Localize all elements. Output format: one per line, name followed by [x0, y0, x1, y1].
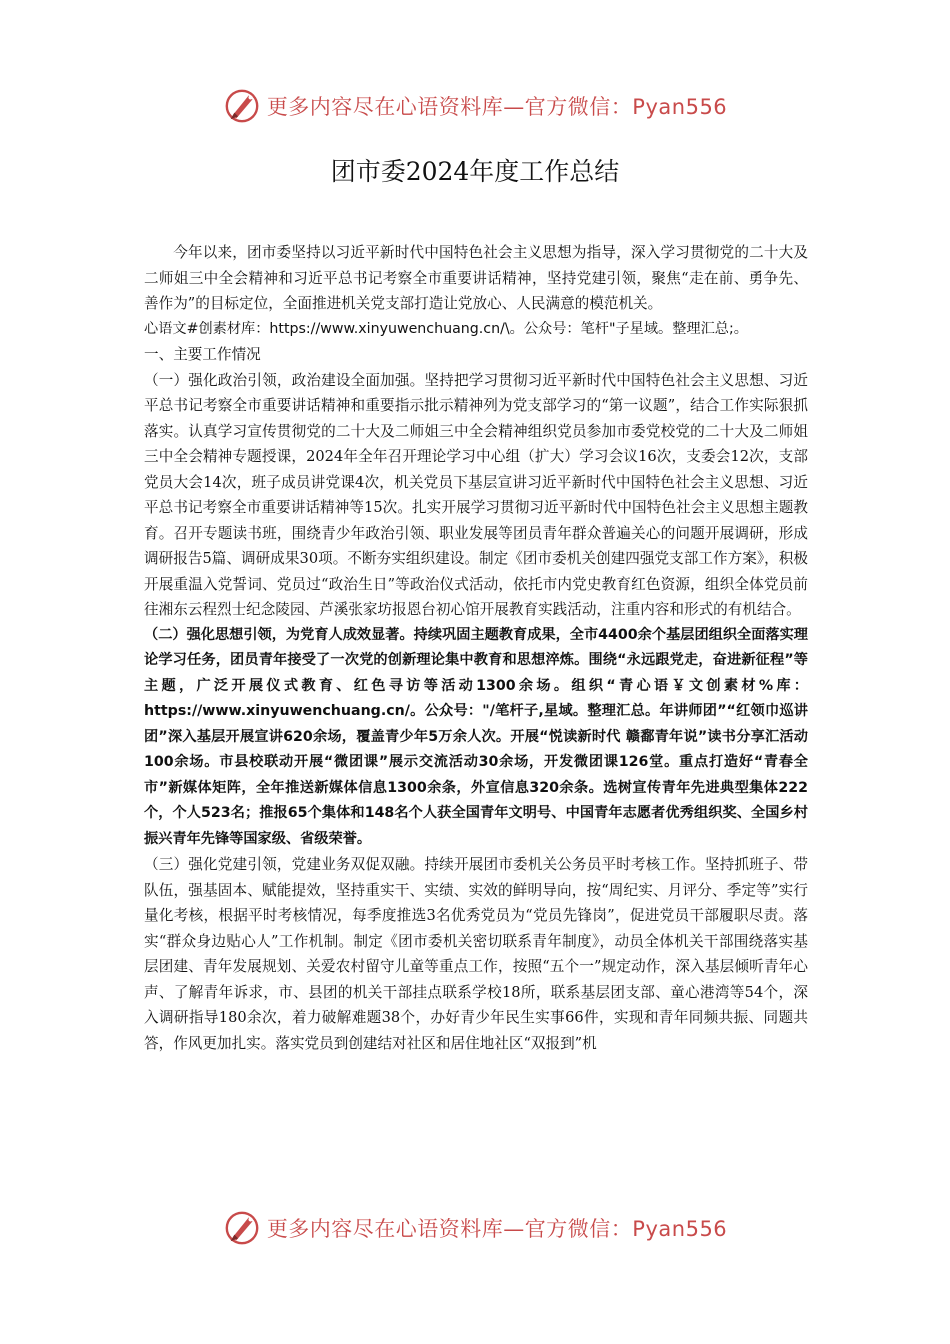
- watermark-text: 更多内容尽在心语资料库—官方微信：Pyan556: [266, 1217, 728, 1241]
- paragraph-ideological: （二）强化思想引领，为党育人成效显著。持续巩固主题教育成果，全市4400余个基层团组织全面落实理论学习任务，团员青年接受了一次党的创新理论集中教育和思想淬炼。围绕“永远跟党走，奋进新征程”等主题，广泛开展仪式教育、红色寻访等活动1300余场。组织“青心语￥文创素材%库：https://www.xinyuwenchuang.cn/。公众号："/笔杆子,星域。整理汇总。年讲师团”“红领巾巡讲团”深入基层开展宣讲620余场，覆盖青少年5万余人次。开展“悦读新时代 赣鄱青年说”读书分享汇活动100余场。市县校联动开展“微团课”展示交流活动30余场，开发微团课126堂。重点打造好“青春全市”新媒体矩阵，全年推送新媒体信息1300余条，外宣信息320余条。选树宣传青年先进典型集体222个，个人523名；推报65个集体和148名个人获全国青年文明号、中国青年志愿者优秀组织奖、全国乡村振兴青年先锋等国家级、省级荣誉。: [144, 626, 808, 847]
- paragraph-political: （一）强化政治引领，政治建设全面加强。坚持把学习贯彻习近平新时代中国特色社会主义思想、习近平总书记考察全市重要讲话精神和重要指示批示精神列为党支部学习的“第一议题”，结合工作实际狠抓落实。认真学习宣传贯彻党的二十大及二师姐三中全会精神组织党员参加市委党校党的二十大及二师姐三中全会精神专题授课，2024年全年召开理论学习中心组（扩大）学习会议16次，支委会12次，支部党员大会14次，班子成员讲党课4次，机关党员下基层宣讲习近平新时代中国特色社会主义思想、习近平总书记考察全市重要讲话精神等15次。扎实开展学习贯彻习近平新时代中国特色社会主义思想主题教育。召开专题读书班，围绕青少年政治引领、职业发展等团员青年群众普遍关心的问题开展调研，形成调研报告5篇、调研成果30项。不断夯实组织建设。制定《团市委机关创建四强党支部工作方案》，积极开展重温入党誓词、党员过“政治生日”等政治仪式活动，依托市内党史教育红色资源，组织全体党员前往湘东云程烈士纪念陵园、芦溪张家坊报恩台初心馆开展教育实践活动，注重内容和形式的有机结合。: [144, 371, 808, 618]
- pen-nib-logo-icon: [223, 87, 261, 125]
- pen-nib-logo-icon: [223, 1209, 261, 1247]
- watermark-text: 更多内容尽在心语资料库—官方微信：Pyan556: [266, 95, 728, 119]
- intro-paragraph: 今年以来，团市委坚持以习近平新时代中国特色社会主义思想为指导，深入学习贯彻党的二十大及二师姐三中全会精神和习近平总书记考察全市重要讲话精神，坚持党建引领，聚焦“走在前、勇争先、善作为”的目标定位，全面推进机关党支部打造让党放心、人民满意的模范机关。: [144, 244, 808, 312]
- watermark-banner-bottom: [0, 1206, 950, 1250]
- source-note: 心语文#创素材库：https://www.xinyuwenchuang.cn/\。公众号：笔杆"子星域。整理汇总;。: [144, 320, 748, 337]
- watermark-banner-top: [0, 84, 950, 128]
- document-body: [144, 240, 808, 1056]
- section-heading: 一、主要工作情况: [144, 346, 261, 363]
- paragraph-party-building: （三）强化党建引领，党建业务双促双融。持续开展团市委机关公务员平时考核工作。坚持抓班子、带队伍，强基固本、赋能提效，坚持重实干、实绩、实效的鲜明导向，按“周纪实、月评分、季定等”实行量化考核，根据平时考核情况，每季度推选3名优秀党员为“党员先锋岗”，促进党员干部履职尽责。落实“群众身边贴心人”工作机制。制定《团市委机关密切联系青年制度》，动员全体机关干部围绕落实基层团建、青年发展规划、关爱农村留守儿童等重点工作，按照“五个一”规定动作，深入基层倾听青年心声、了解青年诉求，市、县团的机关干部挂点联系学校18所，联系基层团支部、童心港湾等54个，深入调研指导180余次，着力破解难题38个，办好青少年民生实事66件，实现和青年同频共振、同题共答，作风更加扎实。落实党员到创建结对社区和居住地社区“双报到”机: [144, 856, 808, 1052]
- document-title: 团市委2024年度工作总结: [330, 157, 620, 186]
